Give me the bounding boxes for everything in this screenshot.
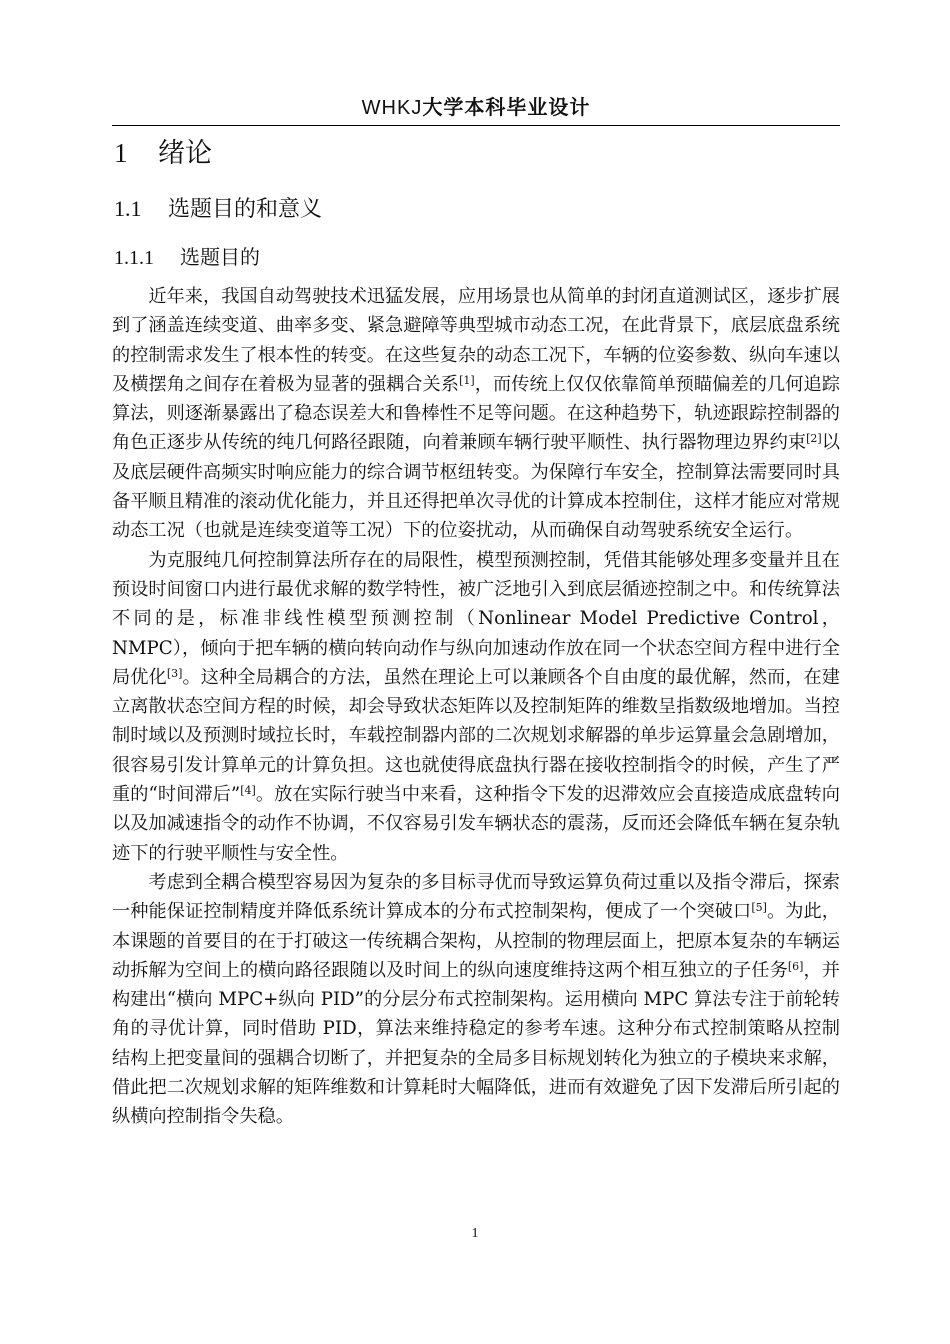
paragraph-text: 。这种全局耦合的方法，虽然在理论上可以兼顾各个自由度的最优解，然而，在建立离散状态空间方程的时候，却会导致状态矩阵以及控制矩阵的维数呈指数级地增加。当控制时域以及预测时域拉长时，车载控制器内部的二次规划求解器的单步运算量会急剧增加，很容易引发计算单元的计算负担。这也就使得底盘执行器在接收控制指令的时候，产生了严重的“时间滞后”: [112, 666, 840, 806]
citation: [5]: [751, 901, 767, 915]
section-heading: [114, 192, 322, 227]
subsection-heading: [114, 241, 260, 274]
body-text: [112, 282, 840, 1132]
paragraph-text: ，而传统上仅仅依靠简单预瞄偏差的几何追踪算法，则逐渐暴露出了稳态误差大和鲁棒性不足等问题。在这种趋势下，轨迹跟踪控制器的角色正逐步从传统的纯几何路径跟随，向着兼顾车辆行驶平顺性、执行器物理边界约束: [112, 373, 840, 454]
paragraph: [112, 546, 840, 868]
paragraph-text: 为克服纯几何控制算法所存在的局限性，模型预测控制，凭借其能够处理多变量并且在预设时间窗口内进行最优求解的数学特性，被广泛地引入到底层循迹控制之中。和传统算法不同的是，标准非线性模型预测控制（Nonlinear Model Predictive Control，NMPC），倾向于把车辆的横向转向动作与纵向加速动作放在同一个状态空间方程中进行全局优化: [112, 549, 840, 688]
paragraph-text: 考虑到全耦合模型容易因为复杂的多目标寻优而导致运算负荷过重以及指令滞后，探索一种能保证控制精度并降低系统计算成本的分布式控制架构，便成了一个突破口: [112, 871, 840, 923]
paragraph-text: ，并构建出“横向 MPC+纵向 PID”的分层分布式控制架构。运用横向 MPC 算法专注于前轮转角的寻优计算，同时借助 PID，算法来维持稳定的参考车速。这种分布式控制策略从控制结构上把变量间的强耦合切断了，并把复杂的全局多目标规划转化为独立的子模块来求解，借此把二次规划求解的矩阵维数和计算耗时大幅降低，进而有效避免了因下发滞后所引起的纵横向控制指令失稳。: [112, 959, 840, 1128]
paragraph: [112, 868, 840, 1132]
chapter-heading: [114, 134, 212, 173]
subsection-title: 选题目的: [180, 245, 260, 269]
paragraph-text: 。放在实际行驶当中来看，这种指令下发的迟滞效应会直接造成底盘转向以及加减速指令的动作不协调，不仅容易引发车辆状态的震荡，反而还会降低车辆在复杂轨迹下的行驶平顺性与安全性。: [112, 784, 840, 864]
paragraph-text: 以及底层硬件高频实时响应能力的综合调节枢纽转变。为保障行车安全，控制算法需要同时具备平顺且精准的滚动优化能力，并且还得把单次寻优的计算成本控制住，这样才能应对常规动态工况（也就是连续变道等工况）下的位姿扰动，从而确保自动驾驶系统安全运行。: [112, 432, 840, 542]
chapter-number: 1: [114, 138, 128, 168]
header-title-text: 大学本科毕业设计: [422, 95, 591, 119]
citation: [3]: [166, 666, 183, 680]
subsection-number: 1.1.1: [114, 247, 154, 269]
section-title: 选题目的和意义: [168, 197, 323, 222]
paragraph-text: 。为此，本课题的首要目的在于打破这一传统耦合架构，从控制的物理层面上，把原本复杂的车辆运动拆解为空间上的横向路径跟随以及时间上的纵向速度维持这两个相互独立的子任务: [112, 901, 840, 981]
citation: [1]: [459, 373, 475, 387]
running-header: [112, 92, 840, 123]
section-number: 1.1: [114, 196, 142, 221]
citation: [2]: [806, 432, 822, 446]
header-latin-text: WHKJ: [361, 97, 423, 119]
citation: [4]: [240, 784, 256, 798]
paragraph: [112, 282, 840, 546]
header-rule: [112, 125, 840, 126]
chapter-title: 绪论: [158, 138, 212, 169]
page-number: 1: [471, 1226, 479, 1241]
paragraph-text: 近年来，我国自动驾驶技术迅猛发展，应用场景也从简单的封闭直道测试区，逐步扩展到了涵盖连续变道、曲率多变、紧急避障等典型城市动态工况，在此背景下，底层底盘系统的控制需求发生了根本性的转变。在这些复杂的动态工况下，车辆的位姿参数、纵向车速以及横摆角之间存在着极为显著的强耦合关系: [112, 286, 840, 395]
citation: [6]: [787, 959, 804, 973]
